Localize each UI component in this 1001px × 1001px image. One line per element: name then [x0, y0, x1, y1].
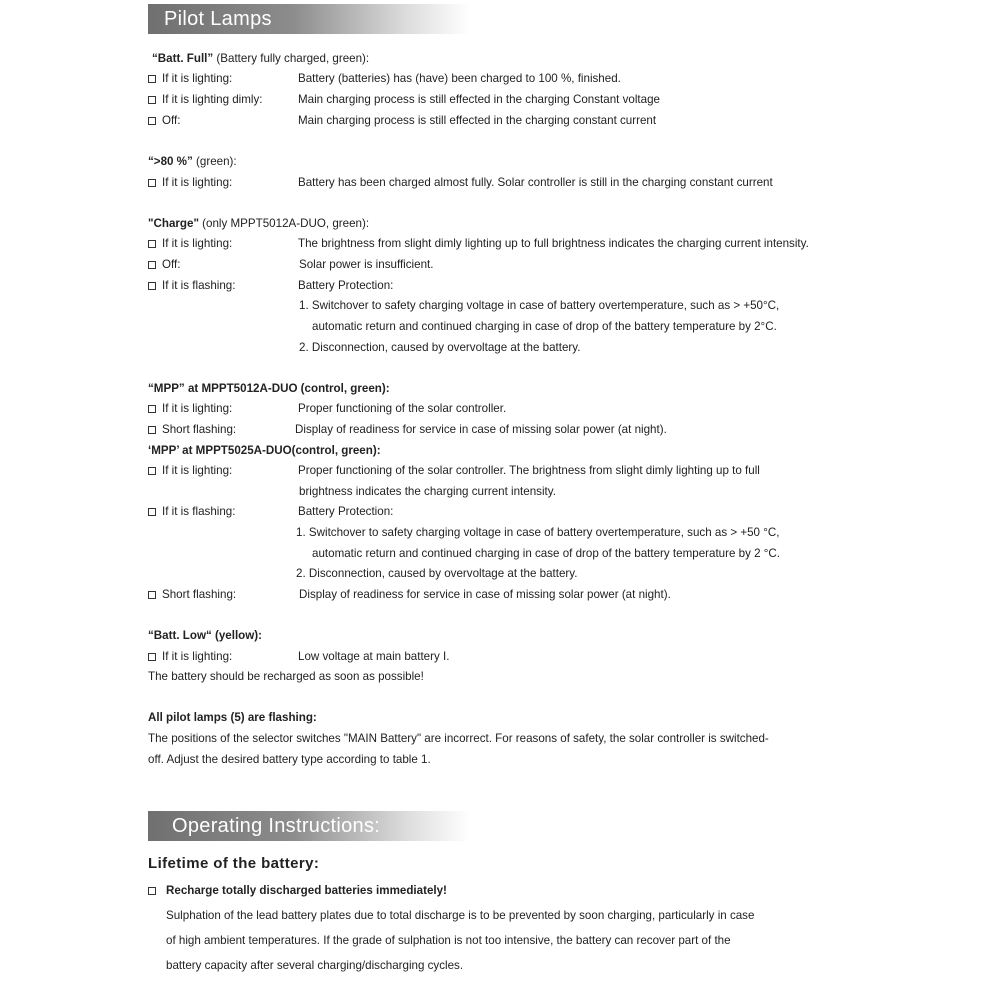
batt-low-note: The battery should be recharged as soon as possible!: [148, 670, 424, 683]
row-text: Battery Protection:: [298, 505, 394, 518]
protection-line: 2. Disconnection, caused by overvoltage at the battery.: [299, 341, 581, 354]
row-label: If it is flashing:: [162, 505, 236, 518]
protection-line: automatic return and continued charging in case of drop of the battery temperature by 2 °C.: [312, 547, 781, 560]
all-flashing-line: The positions of the selector switches "MAIN Battery" are incorrect. For reasons of safety, the solar controller is switched-: [148, 732, 769, 745]
protection-line: 1. Switchover to safety charging voltage in case of battery overtemperature, such as > +50°C,: [299, 299, 780, 312]
checkbox-icon: [148, 179, 156, 187]
checkbox-icon: [148, 240, 156, 248]
pilot-lamps-banner: [148, 4, 470, 34]
row-label: If it is lighting:: [162, 72, 233, 85]
row-label: If it is lighting:: [162, 237, 233, 250]
row-text: Proper functioning of the solar controller.: [298, 402, 507, 415]
row-text: Battery (batteries) has (have) been charged to 100 %, finished.: [298, 72, 621, 85]
row-text: Display of readiness for service in case of missing solar power (at night).: [299, 588, 671, 601]
lifetime-heading: Lifetime of the battery:: [148, 855, 320, 872]
checkbox-icon: [148, 117, 156, 125]
mpp-5012-heading: “MPP” at MPPT5012A-DUO (control, green):: [148, 382, 390, 395]
checkbox-icon: [148, 467, 156, 475]
gt80-heading: “>80 %” (green):: [148, 155, 237, 168]
row-label: If it is lighting:: [162, 176, 233, 189]
checkbox-icon: [148, 426, 156, 434]
operating-instructions-title: Operating Instructions:: [172, 815, 381, 837]
row-label: If it is flashing:: [162, 279, 236, 292]
lifetime-line: battery capacity after several charging/discharging cycles.: [166, 959, 464, 972]
row-label: Off:: [162, 114, 181, 127]
batt-low-heading: “Batt. Low“ (yellow):: [148, 629, 263, 642]
lifetime-line: Sulphation of the lead battery plates due to total discharge is to be prevented by soon charging, particularly in case: [166, 909, 755, 922]
row-text: Proper functioning of the solar controller. The brightness from slight dimly lighting up to full: [298, 464, 760, 477]
lifetime-line: of high ambient temperatures. If the grade of sulphation is not too intensive, the battery can recover part of the: [166, 934, 731, 947]
row-label: If it is lighting:: [162, 464, 233, 477]
row-text: Main charging process is still effected in the charging constant current: [298, 114, 657, 127]
all-flashing-line: off. Adjust the desired battery type according to table 1.: [148, 753, 431, 766]
checkbox-icon: [148, 261, 156, 269]
checkbox-icon: [148, 508, 156, 516]
row-label: If it is lighting:: [162, 402, 233, 415]
row-text: Low voltage at main battery I.: [298, 650, 450, 663]
row-label: If it is lighting:: [162, 650, 233, 663]
checkbox-icon: [148, 591, 156, 599]
checkbox-icon: [148, 887, 156, 895]
pilot-lamps-title: Pilot Lamps: [164, 8, 272, 30]
row-text: Main charging process is still effected in the charging Constant voltage: [298, 93, 660, 106]
row-text: Display of readiness for service in case of missing solar power (at night).: [295, 423, 667, 436]
charge-heading: "Charge" (only MPPT5012A-DUO, green):: [148, 217, 370, 230]
row-label: Short flashing:: [162, 423, 237, 436]
row-label: If it is lighting dimly:: [162, 93, 263, 106]
checkbox-icon: [148, 653, 156, 661]
row-text: Battery Protection:: [298, 279, 394, 292]
operating-instructions-banner: [148, 811, 470, 841]
protection-line: automatic return and continued charging in case of drop of the battery temperature by 2°C.: [312, 320, 777, 333]
batt-full-heading: “Batt. Full” (Battery fully charged, green):: [152, 52, 370, 65]
all-flashing-heading: All pilot lamps (5) are flashing:: [148, 711, 317, 724]
mpp-5025-heading: ‘MPP’ at MPPT5025A-DUO(control, green):: [148, 444, 381, 457]
recharge-heading: Recharge totally discharged batteries immediately!: [166, 884, 447, 897]
protection-line: 2. Disconnection, caused by overvoltage at the battery.: [296, 567, 578, 580]
row-text: Solar power is insufficient.: [299, 258, 434, 271]
row-label: Short flashing:: [162, 588, 237, 601]
protection-line: 1. Switchover to safety charging voltage in case of battery overtemperature, such as > +50 °C,: [296, 526, 780, 539]
checkbox-icon: [148, 96, 156, 104]
row-text: The brightness from slight dimly lighting up to full brightness indicates the charging current intensity.: [298, 237, 809, 250]
row-text-continued: brightness indicates the charging current intensity.: [299, 485, 556, 498]
row-label: Off:: [162, 258, 181, 271]
checkbox-icon: [148, 405, 156, 413]
checkbox-icon: [148, 75, 156, 83]
row-text: Battery has been charged almost fully. Solar controller is still in the charging constant current: [298, 176, 773, 189]
checkbox-icon: [148, 282, 156, 290]
